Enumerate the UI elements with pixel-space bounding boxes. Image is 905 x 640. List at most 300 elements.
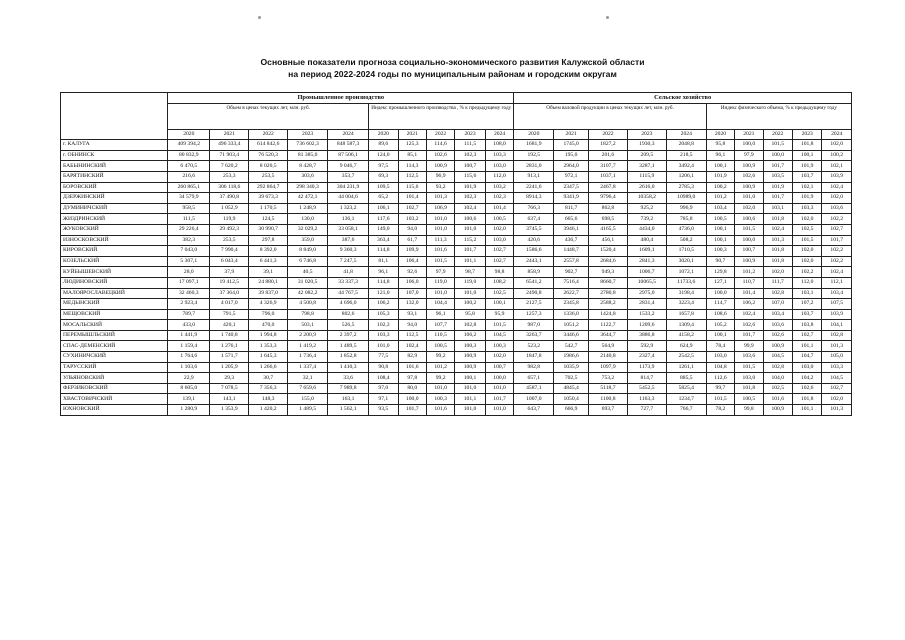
value-cell: 2831,4 (627, 299, 666, 310)
value-cell: 124,0 (369, 150, 398, 161)
value-cell: 436,7 (554, 235, 589, 246)
value-cell: 409 394,2 (168, 140, 210, 151)
value-cell: 100,1 (706, 235, 734, 246)
value-cell: 119,0 (455, 277, 485, 288)
value-cell: 100,9 (735, 161, 763, 172)
value-cell: 102,4 (735, 309, 763, 320)
value-cell: 102,2 (822, 246, 852, 257)
value-cell: 592,9 (627, 341, 666, 352)
region-name: УЛЬЯНОВСКИЙ (61, 373, 168, 384)
value-cell: 115,6 (398, 182, 426, 193)
value-cell: 1 353,3 (249, 341, 288, 352)
value-cell: 8 428,7 (288, 161, 328, 172)
value-cell: 100,2 (455, 299, 485, 310)
value-cell: 108,4 (369, 373, 398, 384)
value-cell: 101,4 (735, 288, 763, 299)
value-cell: 81,1 (369, 256, 398, 267)
value-cell: 1 159,4 (168, 341, 210, 352)
value-cell: 2490,8 (514, 288, 554, 299)
region-name: КУЙБЫШЕВСКИЙ (61, 267, 168, 278)
value-cell: 100,0 (485, 373, 514, 384)
value-cell: 862,8 (588, 203, 627, 214)
value-cell: 1122,7 (588, 320, 627, 331)
value-cell: 77,5 (369, 352, 398, 363)
value-cell: 101,1 (455, 394, 485, 405)
value-cell: 130,0 (288, 214, 328, 225)
value-cell: 101,9 (455, 182, 485, 193)
value-cell: 101,5 (485, 320, 514, 331)
value-cell: 101,7 (398, 405, 426, 416)
value-cell: 106,0 (398, 277, 426, 288)
region-name: БАРЯТИНСКИЙ (61, 171, 168, 182)
value-cell: 8660,7 (588, 277, 627, 288)
value-cell: 885,5 (666, 373, 706, 384)
region-name: г. КАЛУГА (61, 140, 168, 151)
value-cell: 44 767,5 (328, 288, 369, 299)
value-cell: 103,5 (763, 171, 792, 182)
title-line-1: Основные показатели прогноза социально-экономического развития Калужской области (260, 57, 645, 67)
year-header: 2024 (666, 129, 706, 140)
value-cell: 666,9 (554, 405, 589, 416)
value-cell: 102,4 (455, 203, 485, 214)
value-cell: 4158,2 (666, 330, 706, 341)
value-cell: 1035,9 (554, 362, 589, 373)
value-cell: 753,2 (588, 373, 627, 384)
value-cell: 101,7 (735, 330, 763, 341)
value-cell: 102,8 (822, 330, 852, 341)
value-cell: 102,0 (822, 193, 852, 204)
value-cell: 114,7 (706, 299, 734, 310)
value-cell: 22,9 (168, 373, 210, 384)
value-cell: 41,8 (328, 267, 369, 278)
value-cell: 102,0 (735, 203, 763, 214)
value-cell: 80,0 (398, 383, 426, 394)
value-cell: 117,6 (369, 214, 398, 225)
value-cell: 1 441,9 (168, 330, 210, 341)
region-name: ЛЮДИНОВСКИЙ (61, 277, 168, 288)
value-cell: 8914,3 (514, 193, 554, 204)
value-cell: 102,5 (792, 224, 821, 235)
value-cell: 100,7 (735, 246, 763, 257)
value-cell: 101,0 (485, 383, 514, 394)
value-cell: 101,5 (763, 140, 792, 151)
value-cell: 103,7 (792, 171, 821, 182)
value-cell: 100,2 (822, 150, 852, 161)
value-cell: 129,8 (706, 267, 734, 278)
value-cell: 103,2 (398, 214, 426, 225)
value-cell: 303,6 (288, 171, 328, 182)
value-cell: 33 337,3 (328, 277, 369, 288)
year-header: 2021 (735, 129, 763, 140)
table-row (61, 309, 852, 320)
value-cell: 102,4 (398, 341, 426, 352)
value-cell: 526,5 (328, 320, 369, 331)
value-cell: 1 740,8 (210, 330, 249, 341)
value-cell: 7 043,0 (168, 246, 210, 257)
value-cell: 766,7 (666, 405, 706, 416)
value-cell: 1 323,2 (328, 203, 369, 214)
value-cell: 496 333,4 (210, 140, 249, 151)
table-row (61, 203, 852, 214)
value-cell: 1986,6 (554, 352, 589, 363)
value-cell: 101,7 (485, 394, 514, 405)
value-cell: 102,7 (485, 256, 514, 267)
value-cell: 90,8 (369, 362, 398, 373)
value-cell: 1173,9 (627, 362, 666, 373)
value-cell: 100,3 (485, 341, 514, 352)
value-cell: 698,5 (588, 214, 627, 225)
region-name: ПЕРЕМЫШЛЬСКИЙ (61, 330, 168, 341)
value-cell: 3223,4 (666, 299, 706, 310)
value-cell: 1 419,2 (288, 341, 328, 352)
value-cell: 102,0 (792, 246, 821, 257)
value-cell: 102,3 (369, 320, 398, 331)
value-cell: 8 849,0 (288, 246, 328, 257)
value-cell: 100,9 (455, 352, 485, 363)
value-cell: 101,2 (735, 267, 763, 278)
value-cell: 1424,8 (588, 309, 627, 320)
value-cell: 480,4 (627, 235, 666, 246)
value-cell: 103,4 (706, 203, 734, 214)
value-cell: 101,8 (735, 383, 763, 394)
value-cell: 69,3 (369, 171, 398, 182)
value-cell: 71 903,4 (210, 150, 249, 161)
value-cell: 2048,8 (666, 140, 706, 151)
value-cell: 114,8 (369, 246, 398, 257)
value-cell: 949,3 (588, 267, 627, 278)
region-name: ЖИЗДРИНСКИЙ (61, 214, 168, 225)
value-cell: 1007,0 (514, 394, 554, 405)
value-cell: 100,5 (426, 341, 454, 352)
sub-industry-volume: Объем в ценах текущих лет, млн. руб. (168, 103, 369, 129)
value-cell: 1609,1 (627, 246, 666, 257)
value-cell: 107,0 (763, 299, 792, 310)
value-cell: 101,0 (735, 193, 763, 204)
value-cell: 902,7 (554, 267, 589, 278)
value-cell: 103,9 (822, 309, 852, 320)
table-row (61, 288, 852, 299)
year-header: 2024 (328, 129, 369, 140)
value-cell: 19 412,5 (210, 277, 249, 288)
value-cell: 1 103,6 (168, 362, 210, 373)
value-cell: 1097,9 (588, 362, 627, 373)
value-cell: 102,4 (763, 224, 792, 235)
value-cell: 1163,3 (627, 394, 666, 405)
value-cell: 1 736,4 (288, 352, 328, 363)
value-cell: 101,0 (426, 383, 454, 394)
value-cell: 6 746,8 (288, 256, 328, 267)
value-cell: 101,0 (455, 383, 485, 394)
sub-agri-volume: Объем валовой продукции в ценах текущих лет, млн. руб. (514, 103, 706, 129)
value-cell: 624,9 (666, 341, 706, 352)
value-cell: 29 226,4 (168, 224, 210, 235)
value-cell: 61,7 (398, 235, 426, 246)
value-cell: 2140,8 (588, 352, 627, 363)
value-cell: 913,1 (514, 171, 554, 182)
value-cell: 100,5 (706, 214, 734, 225)
value-cell: 657,1 (514, 373, 554, 384)
value-cell: 109,9 (398, 246, 426, 257)
value-cell: 100,7 (485, 362, 514, 373)
value-cell: 33 058,1 (328, 224, 369, 235)
value-cell: 103,4 (763, 309, 792, 320)
value-cell: 97,8 (398, 373, 426, 384)
value-cell: 1309,4 (666, 320, 706, 331)
value-cell: 4 500,8 (288, 299, 328, 310)
value-cell: 30,7 (249, 373, 288, 384)
value-cell: 101,4 (398, 193, 426, 204)
value-cell: 3745,5 (514, 224, 554, 235)
value-cell: 218,5 (666, 150, 706, 161)
value-cell: 1 266,6 (249, 362, 288, 373)
value-cell: 102,7 (822, 383, 852, 394)
value-cell: 39 837,0 (249, 288, 288, 299)
value-cell: 102,8 (763, 288, 792, 299)
value-cell: 81 385,0 (288, 150, 328, 161)
value-cell: 1050,4 (554, 394, 589, 405)
value-cell: 104,0 (763, 373, 792, 384)
value-cell: 1 052,9 (210, 203, 249, 214)
value-cell: 65,2 (369, 193, 398, 204)
value-cell: 503,1 (288, 320, 328, 331)
sub-agri-index: Индекс физического объема, % к предыдущему году (706, 103, 851, 129)
value-cell: 101,7 (763, 161, 792, 172)
value-cell: 1681,9 (514, 140, 554, 151)
value-cell: 972,1 (554, 171, 589, 182)
value-cell: 103,8 (792, 320, 821, 331)
value-cell: 101,9 (792, 161, 821, 172)
value-cell: 97,1 (369, 394, 398, 405)
value-cell: 2467,8 (588, 182, 627, 193)
value-cell: 523,2 (514, 341, 554, 352)
value-cell: 148,3 (249, 394, 288, 405)
value-cell: 102,0 (485, 224, 514, 235)
scan-dot (258, 16, 261, 19)
year-header: 2020 (514, 129, 554, 140)
value-cell: 106,2 (369, 299, 398, 310)
value-cell: 42 082,2 (288, 288, 328, 299)
value-cell: 1 280,9 (168, 405, 210, 416)
value-cell: 2557,8 (554, 256, 589, 267)
table-row (61, 171, 852, 182)
value-cell: 96,1 (706, 150, 734, 161)
value-cell: 104,2 (792, 373, 821, 384)
value-cell: 102,6 (763, 330, 792, 341)
value-cell: 119,9 (210, 214, 249, 225)
value-cell: 136,1 (328, 214, 369, 225)
region-name: МОСАЛЬСКИЙ (61, 320, 168, 331)
value-cell: 1261,1 (666, 362, 706, 373)
value-cell: 127,1 (706, 277, 734, 288)
value-cell: 100,2 (706, 182, 734, 193)
value-cell: 2622,7 (554, 288, 589, 299)
value-cell: 97,0 (369, 383, 398, 394)
region-name: КИРОВСКИЙ (61, 246, 168, 257)
value-cell: 97,9 (426, 267, 454, 278)
value-cell: 98,7 (455, 267, 485, 278)
value-cell: 100,0 (706, 288, 734, 299)
value-cell: 791,5 (210, 309, 249, 320)
value-cell: 802,6 (328, 309, 369, 320)
year-header: 2023 (288, 129, 328, 140)
region-name: ЖУКОВСКИЙ (61, 224, 168, 235)
value-cell: 109,5 (369, 182, 398, 193)
value-cell: 201,6 (588, 150, 627, 161)
value-cell: 76 520,3 (249, 150, 288, 161)
value-cell: 100,1 (706, 161, 734, 172)
value-cell: 101,7 (763, 193, 792, 204)
value-cell: 102,6 (735, 320, 763, 331)
value-cell: 90,7 (706, 256, 734, 267)
value-cell: 6 043,4 (210, 256, 249, 267)
region-name: СПАС-ДЕМЕНСКИЙ (61, 341, 168, 352)
value-cell: 101,0 (455, 288, 485, 299)
table-row (61, 150, 852, 161)
value-cell: 2831,0 (514, 161, 554, 172)
year-header: 2022 (426, 129, 454, 140)
value-cell: 111,7 (763, 277, 792, 288)
value-cell: 103,6 (763, 320, 792, 331)
value-cell: 693,7 (588, 405, 627, 416)
table-row (61, 224, 852, 235)
value-cell: 1 571,7 (210, 352, 249, 363)
table-row (61, 394, 852, 405)
table-row (61, 182, 852, 193)
value-cell: 101,8 (763, 214, 792, 225)
value-cell: 101,8 (763, 246, 792, 257)
sub-industry-index: Индекс промышленного производства , % к предыдущему году (369, 103, 514, 129)
value-cell: 101,9 (763, 182, 792, 193)
value-cell: 102,0 (822, 140, 852, 151)
value-cell: 101,0 (455, 405, 485, 416)
value-cell: 614 842,6 (249, 140, 288, 151)
value-cell: 103,6 (822, 203, 852, 214)
value-cell: 101,5 (426, 256, 454, 267)
value-cell: 37 490,8 (210, 193, 249, 204)
value-cell: 1 276,1 (210, 341, 249, 352)
value-cell: 106,4 (398, 256, 426, 267)
value-cell: 100,6 (735, 214, 763, 225)
value-cell: 102,2 (822, 214, 852, 225)
region-name: СУХИНИЧСКИЙ (61, 352, 168, 363)
value-cell: 382,3 (168, 235, 210, 246)
year-header: 2021 (554, 129, 589, 140)
year-header: 2022 (763, 129, 792, 140)
value-cell: 104,4 (426, 299, 454, 310)
value-cell: 103,1 (763, 203, 792, 214)
value-cell: 100,7 (455, 161, 485, 172)
value-cell: 29,3 (210, 373, 249, 384)
value-cell: 101,3 (426, 193, 454, 204)
value-cell: 798,8 (288, 309, 328, 320)
value-cell: 114,6 (426, 140, 454, 151)
value-cell: 101,1 (792, 405, 821, 416)
value-cell: 101,0 (455, 224, 485, 235)
region-name: ТАРУССКИЙ (61, 362, 168, 373)
value-cell: 1 420,2 (249, 405, 288, 416)
value-cell: 37 364,0 (210, 288, 249, 299)
value-cell: 102,8 (455, 320, 485, 331)
value-cell: 100,1 (485, 299, 514, 310)
value-cell: 100,3 (455, 341, 485, 352)
value-cell: 94,0 (398, 224, 426, 235)
value-cell: 24 880,1 (249, 277, 288, 288)
value-cell: 112,6 (706, 373, 734, 384)
value-cell: 1 489,5 (328, 341, 369, 352)
value-cell: 106,2 (455, 330, 485, 341)
value-cell: 1533,2 (627, 309, 666, 320)
value-cell: 100,0 (398, 394, 426, 405)
value-cell: 1710,5 (666, 246, 706, 257)
region-name: КОЗЕЛЬСКИЙ (61, 256, 168, 267)
value-cell: 1 562,1 (328, 405, 369, 416)
value-cell: 39 673,3 (249, 193, 288, 204)
value-cell: 103,6 (735, 352, 763, 363)
value-cell: 34 579,9 (168, 193, 210, 204)
value-cell: 3492,4 (666, 161, 706, 172)
value-cell: 101,1 (455, 256, 485, 267)
value-cell: 100,0 (735, 235, 763, 246)
value-cell: 103,0 (735, 373, 763, 384)
value-cell: 103,0 (792, 362, 821, 373)
value-cell: 996,9 (666, 203, 706, 214)
value-cell: 101,3 (763, 235, 792, 246)
value-cell: 119,0 (426, 277, 454, 288)
value-cell: 811,7 (554, 203, 589, 214)
value-cell: 107,7 (426, 320, 454, 331)
value-cell: 101,0 (426, 288, 454, 299)
value-cell: 1072,1 (666, 267, 706, 278)
value-cell: 1257,3 (514, 309, 554, 320)
section-agriculture: Сельское хозяйство (514, 93, 852, 104)
value-cell: 102,1 (822, 161, 852, 172)
value-cell: 105,0 (822, 352, 852, 363)
value-cell: 96,1 (369, 267, 398, 278)
value-cell: 101,1 (792, 341, 821, 352)
value-cell: 97,5 (369, 161, 398, 172)
table-row (61, 362, 852, 373)
value-cell: 100,1 (706, 330, 734, 341)
value-cell: 1 994,8 (249, 330, 288, 341)
value-cell: 96,9 (426, 171, 454, 182)
value-cell: 102,6 (792, 383, 821, 394)
value-cell: 2345,8 (554, 299, 589, 310)
value-cell: 2542,5 (666, 352, 706, 363)
value-cell: 2975,0 (627, 288, 666, 299)
value-cell: 100,1 (455, 373, 485, 384)
value-cell: 102,0 (763, 267, 792, 278)
value-cell: 103,0 (706, 352, 734, 363)
value-cell: 104,5 (485, 330, 514, 341)
value-cell: 7 078,5 (210, 383, 249, 394)
value-cell: 2964,0 (554, 161, 589, 172)
value-cell: 110,5 (426, 330, 454, 341)
value-cell: 1657,8 (666, 309, 706, 320)
value-cell: 796,0 (249, 309, 288, 320)
title-line-2: на период 2022-2024 годы по муниципальным районам и городским округам (288, 69, 617, 79)
value-cell: 102,0 (822, 394, 852, 405)
value-cell: 304 231,9 (328, 182, 369, 193)
value-cell: 1206,1 (666, 171, 706, 182)
value-cell: 99,9 (735, 341, 763, 352)
value-cell: 103,3 (792, 203, 821, 214)
value-cell: 106,1 (369, 203, 398, 214)
value-cell: 103,3 (369, 330, 398, 341)
scan-dot (606, 16, 609, 19)
value-cell: 1 852,8 (328, 352, 369, 363)
value-cell: 2 923,4 (168, 299, 210, 310)
year-header-row (61, 129, 852, 140)
